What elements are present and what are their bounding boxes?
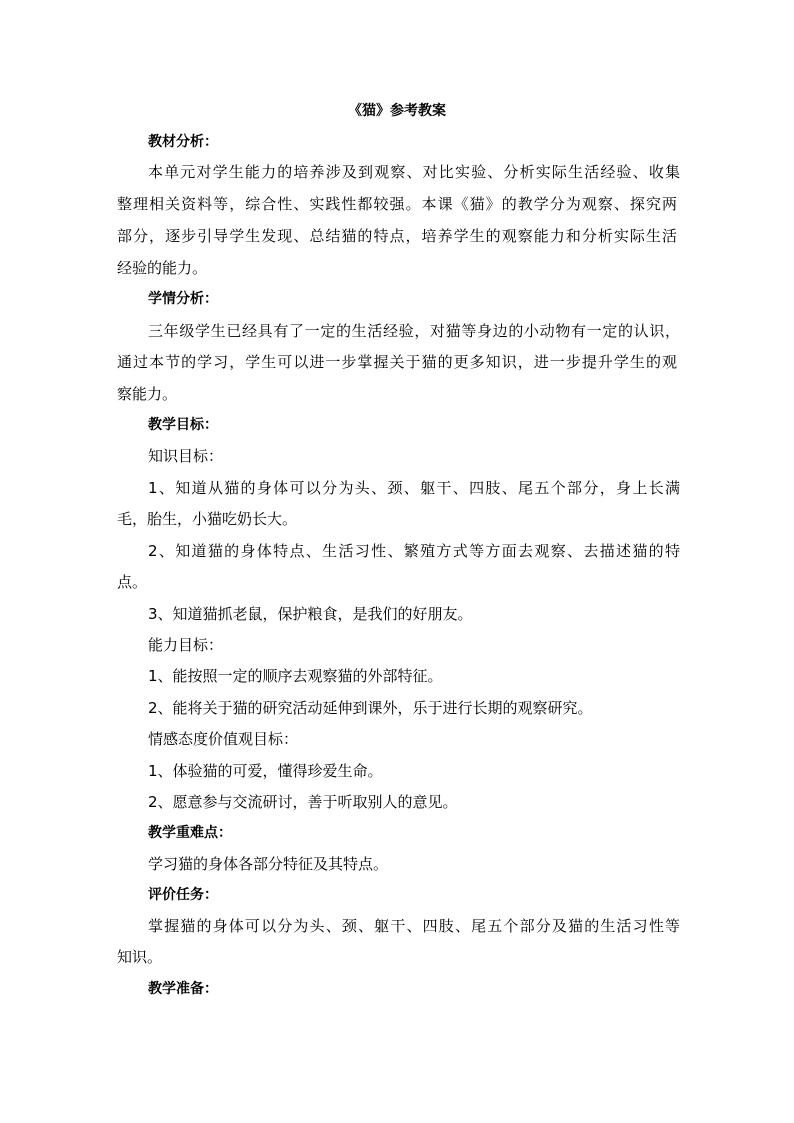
knowledge-goal-line: 2、知道猫的身体特点、生活习性、繁殖方式等方面去观察、去描述猫的特: [148, 542, 680, 560]
material-line: 整理相关资料等，综合性、实践性都较强。本课《猫》的教学分为观察、探究两: [117, 195, 677, 213]
evaluation-line: 掌握猫的身体可以分为头、颈、躯干、四肢、尾五个部分及猫的生活习性等: [148, 917, 680, 935]
section-heading-key-points: 教学重难点：: [148, 825, 232, 841]
emotion-goal-line: 2、愿意参与交流研讨，善于听取别人的意见。: [148, 793, 458, 811]
key-points-line: 学习猫的身体各部分特征及其特点。: [148, 855, 389, 873]
students-line: 通过本节的学习，学生可以进一步掌握关于猫的更多知识，进一步提升学生的观: [117, 353, 677, 371]
emotion-goal-label: 情感态度价值观目标：: [148, 730, 299, 748]
ability-goal-line: 1、能按照一定的顺序去观察猫的外部特征。: [148, 667, 443, 685]
knowledge-goal-line: 3、知道猫抓老鼠，保护粮食，是我们的好朋友。: [148, 605, 473, 623]
students-line: 察能力。: [117, 385, 178, 403]
section-heading-evaluation: 评价任务：: [148, 887, 218, 903]
knowledge-goal-line: 点。: [117, 573, 148, 591]
material-line: 部分，逐步引导学生发现、总结猫的特点，培养学生的观察能力和分析实际生活: [117, 227, 677, 245]
section-heading-students: 学情分析：: [148, 291, 218, 307]
knowledge-goal-line: 1、知道从猫的身体可以分为头、颈、躯干、四肢、尾五个部分，身上长满: [148, 479, 680, 497]
section-heading-goals: 教学目标：: [148, 417, 218, 433]
knowledge-goal-label: 知识目标：: [148, 447, 224, 465]
section-heading-material: 教材分析：: [148, 134, 218, 150]
material-line: 经验的能力。: [117, 259, 208, 277]
section-heading-preparation: 教学准备：: [148, 981, 218, 997]
knowledge-goal-line: 毛，胎生，小猫吃奶长大。: [117, 510, 298, 528]
ability-goal-line: 2、能将关于猫的研究活动延伸到课外，乐于进行长期的观察研究。: [148, 699, 593, 717]
ability-goal-label: 能力目标：: [148, 636, 224, 654]
students-line: 三年级学生已经具有了一定的生活经验，对猫等身边的小动物有一定的认识，: [148, 322, 680, 340]
material-line: 本单元对学生能力的培养涉及到观察、对比实验、分析实际生活经验、收集: [148, 163, 680, 181]
emotion-goal-line: 1、体验猫的可爱，懂得珍爱生命。: [148, 762, 383, 780]
document-title: 《猫》参考教案: [348, 103, 446, 119]
evaluation-line: 知识。: [117, 948, 163, 966]
